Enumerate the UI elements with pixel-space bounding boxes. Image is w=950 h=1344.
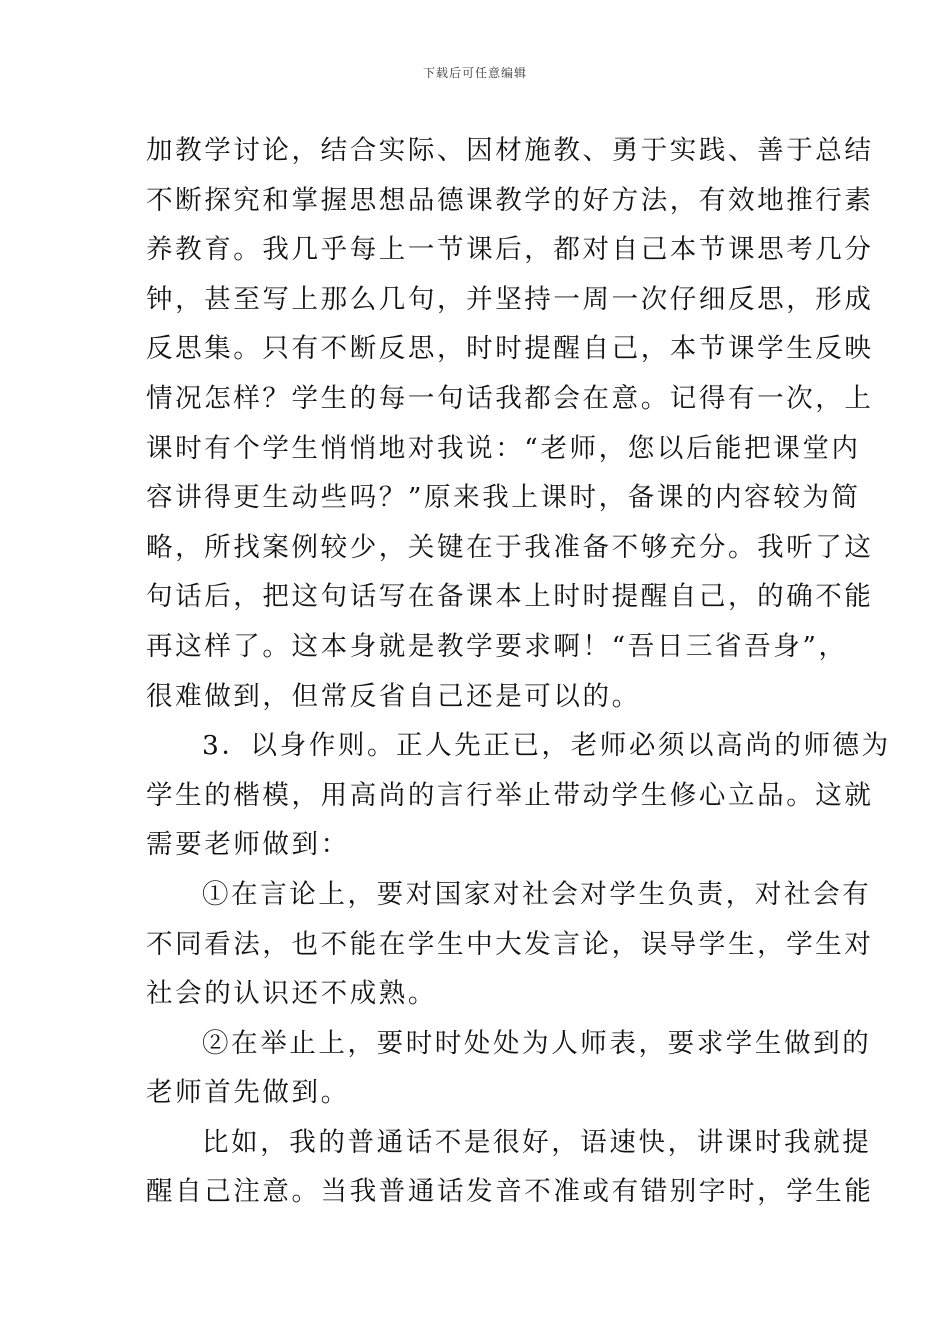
text-line-indented: ②在举止上，要时时处处为人师表，要求学生做到的 xyxy=(202,1027,872,1059)
text-line: 不同看法，也不能在学生中大发言论，误导学生，学生对 xyxy=(146,928,874,960)
text-line: 再这样了。这本身就是教学要求啊！“吾日三省吾身”， xyxy=(146,630,848,662)
text-line-indented: ①在言论上，要对国家对社会对学生负责，对社会有 xyxy=(202,878,872,910)
text-line: 钟，甚至写上那么几句，并坚持一周一次仔细反思，形成 xyxy=(146,283,874,315)
text-line: 情况怎样？学生的每一句话我都会在意。记得有一次，上 xyxy=(146,382,874,414)
text-line: 句话后，把这句话写在备课本上时时提醒自己，的确不能 xyxy=(146,581,874,613)
text-line: 养教育。我几乎每上一节课后，都对自己本节课思考几分 xyxy=(146,234,874,266)
text-line-indented: 比如，我的普通话不是很好，语速快，讲课时我就提 xyxy=(202,1126,872,1158)
text-line: 加教学讨论，结合实际、因材施教、勇于实践、善于总结 xyxy=(146,135,874,166)
text-line: 反思集。只有不断反思，时时提醒自己，本节课学生反映 xyxy=(146,333,874,365)
text-line: 课时有个学生悄悄地对我说：“老师，您以后能把课堂内 xyxy=(146,432,861,464)
text-line: 略，所找案例较少，关键在于我准备不够充分。我听了这 xyxy=(146,531,874,563)
text-line: 不断探究和掌握思想品德课教学的好方法，有效地推行素 xyxy=(146,184,874,216)
page-header: 下载后可任意编辑 xyxy=(422,66,527,80)
text-line: 社会的认识还不成熟。 xyxy=(146,978,437,1010)
text-line: 醒自己注意。当我普通话发音不准或有错别字时，学生能 xyxy=(146,1176,874,1208)
text-line-indented: 3．以身作则。正人先正已，老师必须以高尚的师德为 xyxy=(202,730,891,762)
text-line: 需要老师做到： xyxy=(146,829,350,861)
text-line: 学生的楷模，用高尚的言行举止带动学生修心立品。这就 xyxy=(146,779,874,811)
text-line: 容讲得更生动些吗？”原来我上课时，备课的内容较为简 xyxy=(146,482,861,514)
document-body xyxy=(146,126,891,1217)
text-line: 老师首先做到。 xyxy=(146,1077,350,1109)
text-line: 很难做到，但常反省自己还是可以的。 xyxy=(146,680,641,712)
